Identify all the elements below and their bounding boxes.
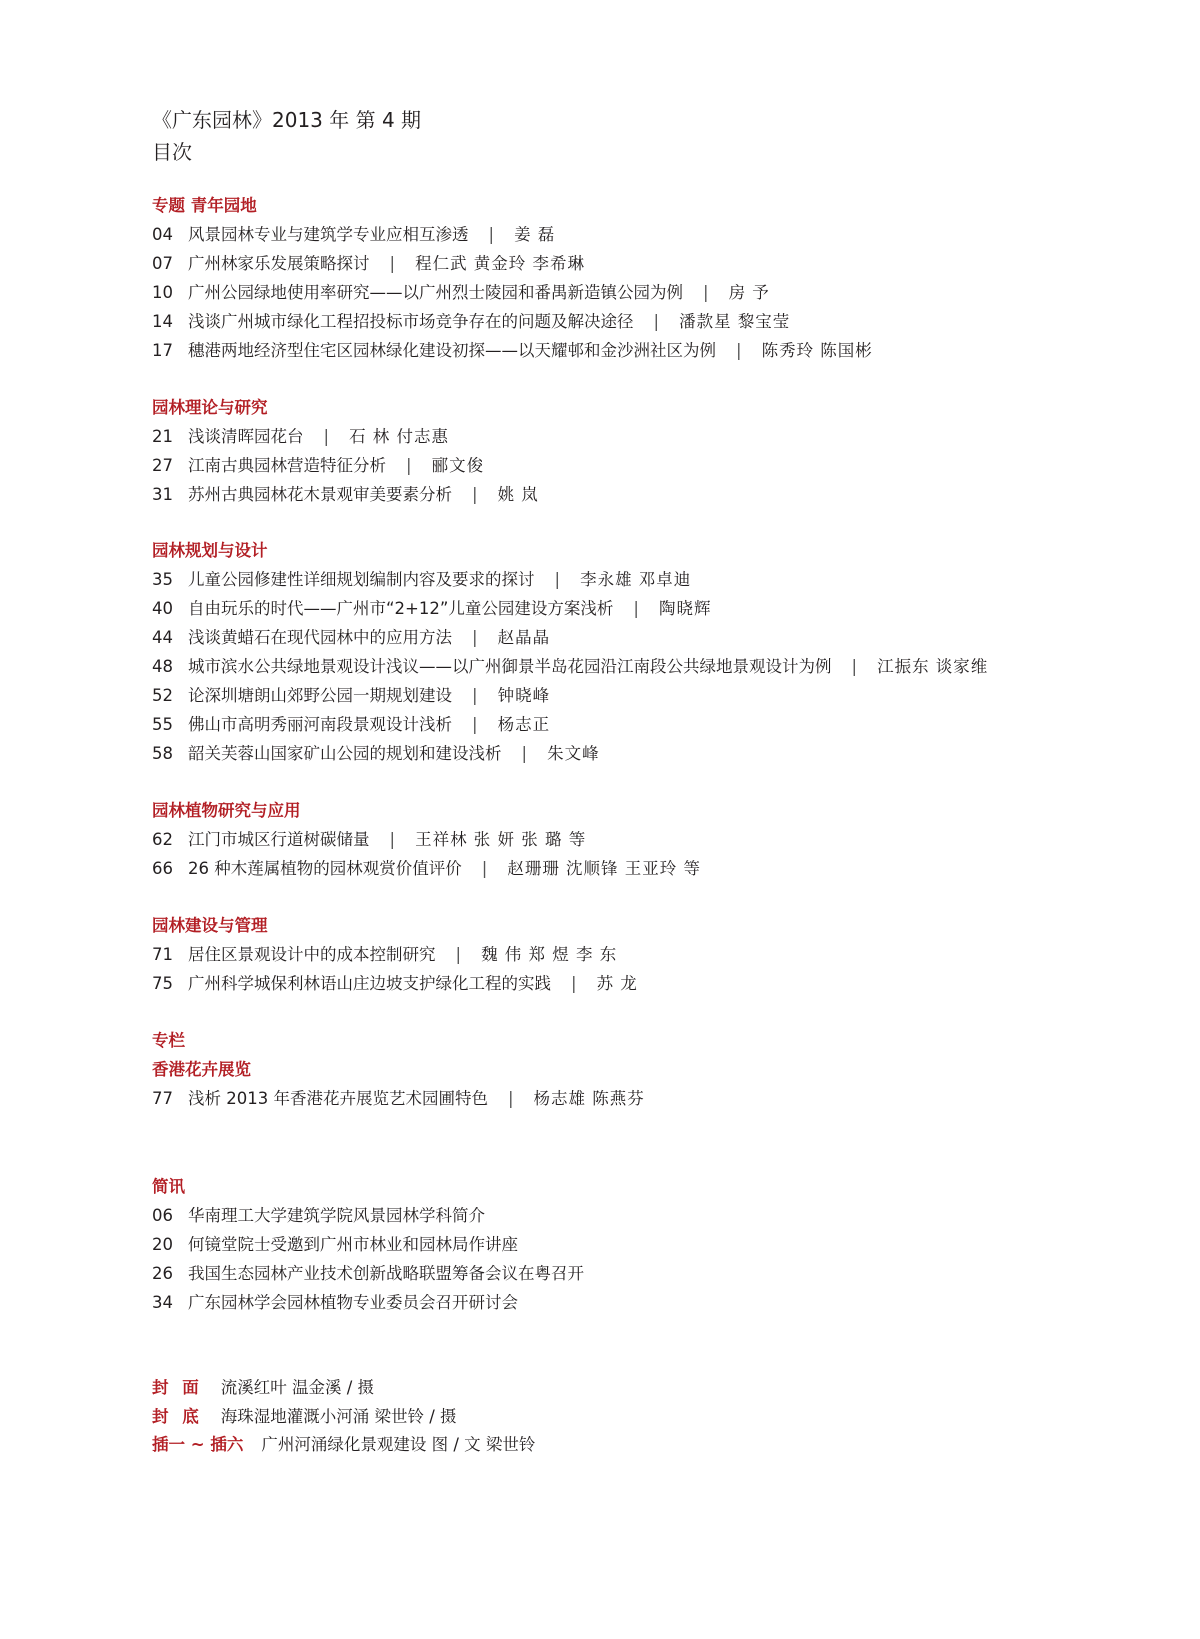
page-number: 44 xyxy=(152,628,173,647)
entry-title: 何镜堂院士受邀到广州市林业和园林局作讲座 xyxy=(188,1235,518,1254)
page-number: 14 xyxy=(152,312,173,331)
section-title: 园林植物研究与应用 xyxy=(152,801,301,820)
toc-entry[interactable] xyxy=(152,744,600,764)
toc-entry[interactable] xyxy=(152,859,701,879)
separator: | xyxy=(488,225,495,244)
entry-authors: 赵晶晶 xyxy=(497,628,551,647)
entry-authors: 朱文峰 xyxy=(547,744,600,763)
toc-entry[interactable] xyxy=(152,715,550,735)
page-number: 55 xyxy=(152,715,173,734)
entry-title: 自由玩乐的时代——广州市“2+12”儿童公园建设方案浅析 xyxy=(188,599,614,618)
entry-title: 广州林家乐发展策略探讨 xyxy=(188,254,370,273)
page-number: 20 xyxy=(152,1235,173,1254)
credit-label: 插一 ~ 插六 xyxy=(152,1435,244,1454)
separator: | xyxy=(389,830,396,849)
page-number: 04 xyxy=(152,225,173,244)
entry-title: 城市滨水公共绿地景观设计浅议——以广州御景半岛花园沿江南段公共绿地景观设计为例 xyxy=(188,657,832,676)
entry-title: 我国生态园林产业技术创新战略联盟筹备会议在粤召开 xyxy=(188,1264,584,1283)
toc-entry[interactable] xyxy=(152,341,873,361)
toc-entry[interactable] xyxy=(152,312,790,332)
toc-entry[interactable] xyxy=(152,1293,518,1313)
page-number: 06 xyxy=(152,1206,173,1225)
separator: | xyxy=(571,974,577,993)
journal-issue: 《广东园林》2013 年 第 4 期 xyxy=(152,108,422,132)
page-number: 48 xyxy=(152,657,173,676)
section-title: 园林理论与研究 xyxy=(152,398,268,417)
page-number: 35 xyxy=(152,570,173,589)
credit-label: 封 底 xyxy=(152,1407,203,1426)
toc-entry[interactable] xyxy=(152,427,449,447)
separator: | xyxy=(554,570,561,589)
entry-title: 江门市城区行道树碳储量 xyxy=(188,830,370,849)
separator: | xyxy=(851,657,858,676)
toc-entry[interactable] xyxy=(152,1206,485,1226)
entry-title: 广州公园绿地使用率研究——以广州烈士陵园和番禺新造镇公园为例 xyxy=(188,283,683,302)
entry-title: 华南理工大学建筑学院风景园林学科简介 xyxy=(188,1206,485,1225)
toc-entry[interactable] xyxy=(152,1235,518,1255)
toc-entry[interactable] xyxy=(152,225,555,245)
toc-entry[interactable] xyxy=(152,283,770,303)
entry-title: 佛山市高明秀丽河南段景观设计浅析 xyxy=(188,715,452,734)
entry-authors: 姜 磊 xyxy=(514,225,556,244)
page-number: 66 xyxy=(152,859,173,878)
credit-text: 海珠湿地灌溉小河涌 梁世铃 / 摄 xyxy=(220,1407,457,1426)
entry-authors: 潘款星 黎宝莹 xyxy=(679,312,791,331)
entry-authors: 王祥林 张 妍 张 璐 等 xyxy=(415,830,587,849)
page-number: 58 xyxy=(152,744,173,763)
credit-back-cover xyxy=(152,1407,457,1427)
toc-title: 目次 xyxy=(152,140,192,164)
entry-authors: 苏 龙 xyxy=(596,974,638,993)
section-title: 简讯 xyxy=(152,1177,185,1196)
separator: | xyxy=(472,686,478,705)
separator: | xyxy=(633,599,639,618)
entry-authors: 陈秀玲 陈国彬 xyxy=(761,341,873,360)
toc-entry[interactable] xyxy=(152,570,691,590)
separator: | xyxy=(481,859,488,878)
separator: | xyxy=(703,283,709,302)
entry-title: 江南古典园林营造特征分析 xyxy=(188,456,386,475)
section-title: 专栏 xyxy=(152,1031,185,1050)
credit-label: 封 面 xyxy=(152,1378,203,1397)
entry-authors: 魏 伟 郑 煜 李 东 xyxy=(481,945,618,964)
toc-entry[interactable] xyxy=(152,974,638,994)
entry-title: 论深圳塘朗山郊野公园一期规划建设 xyxy=(188,686,452,705)
toc-entry[interactable] xyxy=(152,628,550,648)
entry-title: 穗港两地经济型住宅区园林绿化建设初探——以天耀邨和金沙洲社区为例 xyxy=(188,341,716,360)
page-number: 26 xyxy=(152,1264,173,1283)
entry-title: 儿童公园修建性详细规划编制内容及要求的探讨 xyxy=(188,570,535,589)
toc-entry[interactable] xyxy=(152,657,988,677)
separator: | xyxy=(472,715,478,734)
page-number: 27 xyxy=(152,456,173,475)
credit-text: 流溪红叶 温金溪 / 摄 xyxy=(220,1378,375,1397)
page-number: 71 xyxy=(152,945,173,964)
credit-cover xyxy=(152,1378,374,1398)
entry-authors: 陶晓辉 xyxy=(658,599,712,618)
toc-entry[interactable] xyxy=(152,945,617,965)
entry-title: 广东园林学会园林植物专业委员会召开研讨会 xyxy=(188,1293,518,1312)
separator: | xyxy=(455,945,462,964)
entry-authors: 江振东 谈家维 xyxy=(877,657,989,676)
page-number: 21 xyxy=(152,427,173,446)
page-number: 40 xyxy=(152,599,173,618)
page-number: 31 xyxy=(152,485,173,504)
separator: | xyxy=(507,1089,514,1108)
entry-authors: 杨志雄 陈燕芬 xyxy=(533,1089,645,1108)
toc-entry[interactable] xyxy=(152,599,711,619)
page-number: 52 xyxy=(152,686,173,705)
page-number: 62 xyxy=(152,830,173,849)
separator: | xyxy=(653,312,660,331)
section-title: 园林建设与管理 xyxy=(152,916,268,935)
entry-title: 风景园林专业与建筑学专业应相互渗透 xyxy=(188,225,469,244)
separator: | xyxy=(389,254,396,273)
entry-authors: 房 予 xyxy=(728,283,770,302)
toc-entry[interactable] xyxy=(152,686,550,706)
entry-title: 苏州古典园林花木景观审美要素分析 xyxy=(188,485,452,504)
section-subtitle: 香港花卉展览 xyxy=(152,1060,251,1079)
entry-authors: 赵珊珊 沈顺锋 王亚玲 等 xyxy=(507,859,702,878)
section-title: 专题 青年园地 xyxy=(152,196,257,215)
entry-title: 浅谈广州城市绿化工程招投标市场竞争存在的问题及解决途径 xyxy=(188,312,634,331)
separator: | xyxy=(472,628,478,647)
toc-entry[interactable] xyxy=(152,254,585,274)
entry-title: 26 种木莲属植物的园林观赏价值评价 xyxy=(188,859,462,878)
separator: | xyxy=(406,456,412,475)
toc-entry[interactable] xyxy=(152,485,539,505)
entry-authors: 郦文俊 xyxy=(431,456,485,475)
credit-text: 广州河涌绿化景观建设 图 / 文 梁世铃 xyxy=(261,1435,536,1454)
separator: | xyxy=(736,341,742,360)
page-number: 34 xyxy=(152,1293,173,1312)
entry-title: 韶关芙蓉山国家矿山公园的规划和建设浅析 xyxy=(188,744,502,763)
entry-authors: 程仁武 黄金玲 李希琳 xyxy=(415,254,586,273)
entry-title: 浅谈清晖园花台 xyxy=(188,427,304,446)
entry-authors: 姚 岚 xyxy=(497,485,539,504)
entry-title: 居住区景观设计中的成本控制研究 xyxy=(188,945,436,964)
section-title: 园林规划与设计 xyxy=(152,541,268,560)
entry-title: 浅谈黄蜡石在现代园林中的应用方法 xyxy=(188,628,452,647)
page-number: 07 xyxy=(152,254,173,273)
page-number: 75 xyxy=(152,974,173,993)
separator: | xyxy=(521,744,528,763)
page-number: 77 xyxy=(152,1089,173,1108)
entry-authors: 杨志正 xyxy=(497,715,551,734)
entry-title: 广州科学城保利林语山庄边坡支护绿化工程的实践 xyxy=(188,974,551,993)
toc-entry[interactable] xyxy=(152,456,484,476)
separator: | xyxy=(472,485,478,504)
entry-authors: 石 林 付志惠 xyxy=(349,427,450,446)
toc-entry[interactable] xyxy=(152,1264,584,1284)
separator: | xyxy=(323,427,330,446)
entry-title: 浅析 2013 年香港花卉展览艺术园圃特色 xyxy=(188,1089,488,1108)
entry-authors: 钟晓峰 xyxy=(497,686,551,705)
credit-inserts xyxy=(152,1435,535,1455)
toc-entry[interactable] xyxy=(152,830,586,850)
entry-authors: 李永雄 邓卓迪 xyxy=(580,570,692,589)
page-number: 10 xyxy=(152,283,173,302)
page-number: 17 xyxy=(152,341,173,360)
toc-entry[interactable] xyxy=(152,1089,645,1109)
